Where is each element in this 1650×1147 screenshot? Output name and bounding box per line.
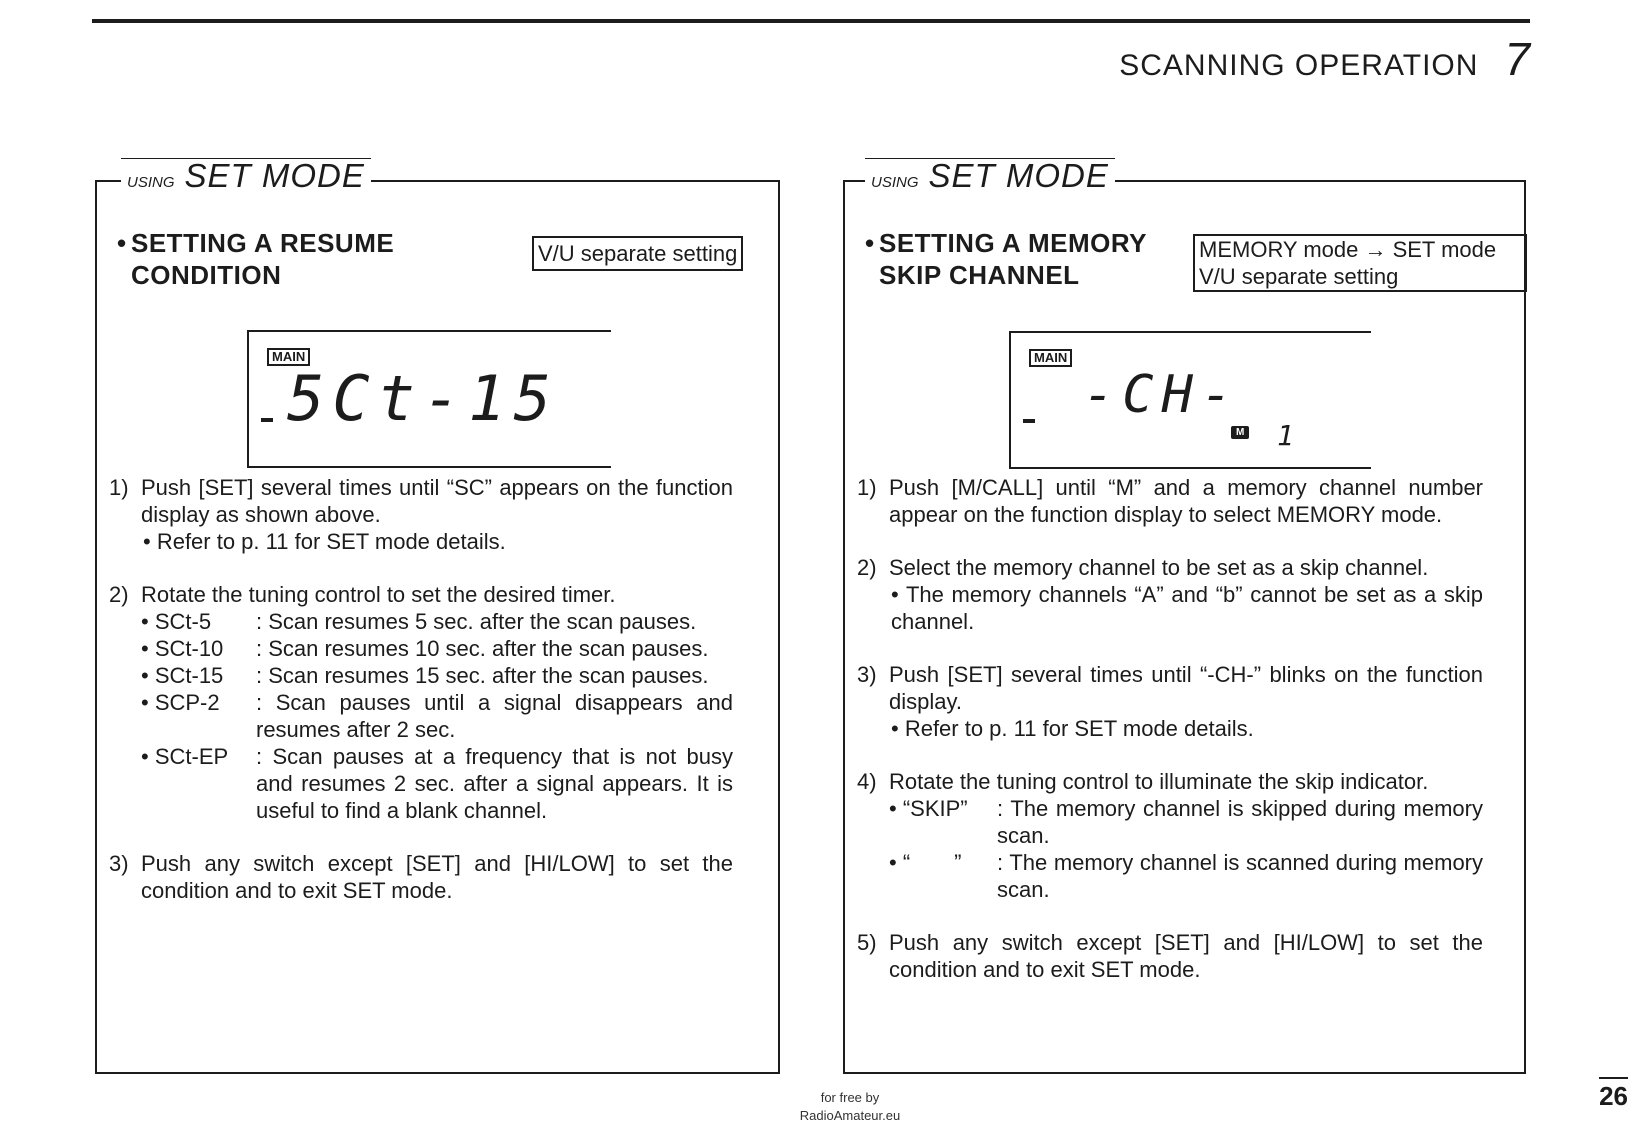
- timer-label: • SCt-EP: [141, 744, 229, 769]
- skip-option: [889, 795, 1483, 849]
- using-label: USING: [127, 174, 175, 191]
- step-note: • Refer to p. 11 for SET mode details.: [891, 716, 1254, 741]
- step-3: [109, 850, 733, 904]
- bullet-icon: •: [117, 228, 127, 258]
- step-text: Push any switch except [SET] and [HI/LOW] to set the condition and to exit SET mode.: [889, 930, 1483, 982]
- skip-option: [889, 849, 1483, 903]
- step-text: Push [M/CALL] until “M” and a memory channel number appear on the function display to select MEMORY mode.: [889, 475, 1483, 527]
- timer-label: • SCP-2: [141, 690, 220, 715]
- instruction-steps: [857, 474, 1483, 983]
- setting-tag: [1193, 234, 1527, 292]
- set-mode-label: SET MODE: [928, 157, 1109, 194]
- setting-tag: V/U separate setting: [532, 236, 743, 271]
- top-rule: [92, 19, 1530, 23]
- timer-label: • SCt-10: [141, 636, 224, 661]
- section-title-line1: SETTING A MEMORY: [879, 228, 1147, 258]
- timer-option: [141, 743, 733, 824]
- step-number: 2): [857, 555, 877, 580]
- step-number: 2): [109, 582, 129, 607]
- using-set-mode-tab: [865, 158, 1115, 192]
- timer-desc: : Scan resumes 10 sec. after the scan pauses.: [256, 636, 709, 661]
- step-number: 3): [109, 851, 129, 876]
- timer-option: [141, 662, 733, 689]
- step-number: 1): [857, 475, 877, 500]
- segment-readout: 5Ct-15: [287, 362, 559, 435]
- timer-option: [141, 689, 733, 743]
- bullet-icon: •: [865, 228, 875, 258]
- timer-desc: : Scan resumes 5 sec. after the scan pauses.: [256, 609, 697, 634]
- set-mode-label: SET MODE: [184, 157, 365, 194]
- main-indicator: MAIN: [267, 348, 310, 366]
- segment-readout: -CH-: [1083, 365, 1241, 425]
- credit-line2: RadioAmateur.eu: [799, 1108, 901, 1123]
- skip-option-desc: : The memory channel is scanned during memory scan.: [997, 850, 1483, 902]
- section-title-line2: SKIP CHANNEL: [879, 260, 1080, 290]
- using-label: USING: [871, 174, 919, 191]
- timer-label: • SCt-15: [141, 663, 224, 688]
- using-set-mode-tab: [121, 158, 371, 192]
- step-note: • The memory channels “A” and “b” cannot be set as a skip channel.: [891, 582, 1483, 634]
- step-text: Rotate the tuning control to set the desired timer.: [141, 582, 616, 607]
- page-header: [1119, 32, 1530, 86]
- step-2: [109, 581, 733, 824]
- step-text: Select the memory channel to be set as a skip channel.: [889, 555, 1429, 580]
- section-title: [865, 227, 1147, 291]
- step-4: [857, 768, 1483, 903]
- timer-label: • SCt-5: [141, 609, 212, 634]
- step-text: Push [SET] several times until “SC” appears on the function display as shown above.: [141, 475, 733, 527]
- skip-option-desc: : The memory channel is skipped during memory scan.: [997, 796, 1483, 848]
- step-number: 3): [857, 662, 877, 687]
- lcd-display: [1009, 331, 1371, 469]
- lcd-dash-mark: [261, 418, 273, 422]
- step-5: [857, 929, 1483, 983]
- timer-desc: : Scan pauses until a signal disappears and resumes after 2 sec.: [256, 690, 733, 742]
- channel-number: 1: [1277, 419, 1294, 452]
- setting-tag-line1: MEMORY mode → SET mode: [1199, 237, 1497, 262]
- lcd-dash-mark: [1023, 419, 1035, 423]
- chapter-title: SCANNING OPERATION: [1119, 49, 1479, 82]
- main-indicator: MAIN: [1029, 349, 1072, 367]
- timer-desc: : Scan resumes 15 sec. after the scan pauses.: [256, 663, 709, 688]
- page-number: 26: [1599, 1077, 1628, 1112]
- resume-condition-panel: [95, 157, 780, 1074]
- step-1: [857, 474, 1483, 528]
- step-1: [109, 474, 733, 555]
- step-number: 1): [109, 475, 129, 500]
- memory-skip-panel: [843, 157, 1526, 1074]
- lcd-display: [247, 330, 611, 468]
- step-text: Push [SET] several times until “-CH-” blinks on the function display.: [889, 662, 1483, 714]
- skip-option-label: • “ ”: [889, 850, 962, 875]
- credit-line1: for free by: [820, 1090, 880, 1105]
- timer-option: [141, 608, 733, 635]
- memory-icon: M: [1231, 426, 1249, 439]
- step-text: Rotate the tuning control to illuminate the skip indicator.: [889, 769, 1429, 794]
- instruction-steps: [109, 474, 733, 904]
- step-3: [857, 661, 1483, 742]
- chapter-number: 7: [1504, 33, 1530, 85]
- step-number: 5): [857, 930, 877, 955]
- setting-tag-line2: V/U separate setting: [1199, 264, 1399, 289]
- section-title-line1: SETTING A RESUME: [131, 228, 395, 258]
- skip-option-label: • “SKIP”: [889, 796, 968, 821]
- step-note: • Refer to p. 11 for SET mode details.: [143, 529, 506, 554]
- section-title: [117, 227, 394, 291]
- timer-desc: : Scan pauses at a frequency that is not busy and resumes 2 sec. after a signal appears. It is useful to find a blank channel.: [256, 744, 733, 823]
- footer-credit: [0, 1089, 1650, 1125]
- step-text: Push any switch except [SET] and [HI/LOW] to set the condition and to exit SET mode.: [141, 851, 733, 903]
- timer-option: [141, 635, 733, 662]
- step-number: 4): [857, 769, 877, 794]
- section-title-line2: CONDITION: [131, 260, 282, 290]
- step-2: [857, 554, 1483, 635]
